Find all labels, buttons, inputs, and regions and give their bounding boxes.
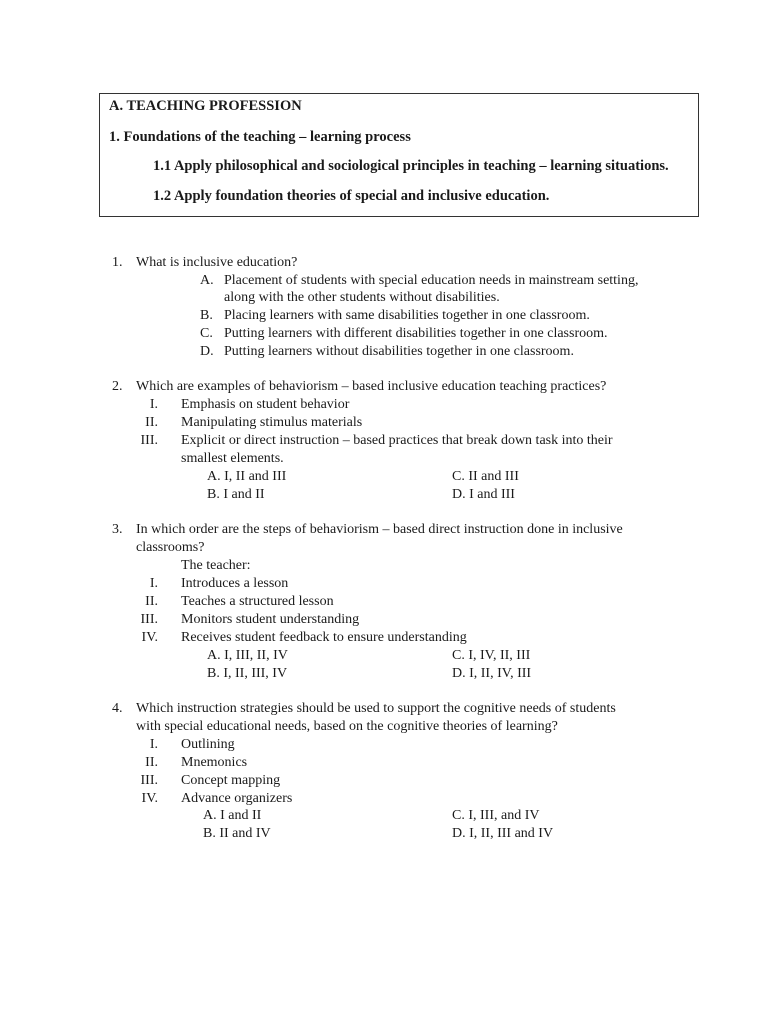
item-text: Explicit or direct instruction – based practices that break down task into their [181, 433, 613, 448]
roman-numeral: I. [149, 397, 158, 412]
answer-a: A. I, II and III [207, 469, 287, 484]
answer-d: D. I and III [452, 487, 515, 502]
item-text: Monitors student understanding [181, 612, 360, 627]
option-text: Placement of students with special education needs in mainstream setting, [224, 273, 639, 288]
question-stem: with special educational needs, based on the cognitive theories of learning? [136, 719, 558, 734]
answer-c: C. I, III, and IV [452, 808, 540, 823]
roman-numeral: I. [149, 576, 158, 591]
objectives-box [99, 93, 699, 217]
item-text: Receives student feedback to ensure understanding [181, 630, 467, 645]
question-number: 4. [112, 701, 123, 716]
roman-numeral: II. [145, 594, 158, 609]
roman-numeral: III. [140, 433, 158, 448]
question-stem: What is inclusive education? [136, 255, 298, 270]
answer-b: B. I, II, III, IV [207, 666, 288, 681]
subtopic-2: 1.2 Apply foundation theories of special and inclusive education. [153, 188, 550, 204]
option-letter: C. [200, 326, 213, 341]
item-text: smallest elements. [181, 451, 284, 466]
option-text: Putting learners without disabilities together in one classroom. [224, 344, 574, 359]
answer-a: A. I and II [203, 808, 262, 823]
item-text: Teaches a structured lesson [181, 594, 334, 609]
question-stem: Which are examples of behaviorism – based inclusive education teaching practices? [136, 379, 607, 394]
roman-numeral: III. [140, 612, 158, 627]
item-text: Introduces a lesson [181, 576, 289, 591]
answer-c: C. I, IV, II, III [452, 648, 531, 663]
topic-title: 1. Foundations of the teaching – learning process [109, 129, 411, 145]
item-text: Outlining [181, 737, 235, 752]
question-stem: Which instruction strategies should be used to support the cognitive needs of students [136, 701, 616, 716]
answer-b: B. II and IV [203, 826, 271, 841]
question-number: 3. [112, 522, 123, 537]
item-text: Mnemonics [181, 755, 248, 770]
answer-c: C. II and III [452, 469, 519, 484]
roman-numeral: III. [140, 773, 158, 788]
item-text: Concept mapping [181, 773, 281, 788]
option-letter: B. [200, 308, 213, 323]
option-letter: A. [200, 273, 214, 288]
answer-a: A. I, III, II, IV [207, 648, 288, 663]
roman-numeral: IV. [141, 630, 158, 645]
answer-b: B. I and II [207, 487, 265, 502]
answer-d: D. I, II, IV, III [452, 666, 532, 681]
roman-numeral: I. [149, 737, 158, 752]
stem-intro: The teacher: [181, 558, 251, 573]
roman-numeral: II. [145, 755, 158, 770]
roman-numeral: II. [145, 415, 158, 430]
option-text: Putting learners with different disabilities together in one classroom. [224, 326, 608, 341]
answer-d: D. I, II, III and IV [452, 826, 554, 841]
item-text: Advance organizers [181, 791, 293, 806]
question-number: 2. [112, 379, 123, 394]
question-stem: In which order are the steps of behaviorism – based direct instruction done in inclusive [136, 522, 623, 537]
roman-numeral: IV. [141, 791, 158, 806]
subtopic-1: 1.1 Apply philosophical and sociological principles in teaching – learning situations. [153, 158, 669, 174]
item-text: Manipulating stimulus materials [181, 415, 363, 430]
option-text: along with the other students without disabilities. [224, 290, 500, 305]
option-letter: D. [200, 344, 214, 359]
option-text: Placing learners with same disabilities together in one classroom. [224, 308, 590, 323]
question-number: 1. [112, 255, 123, 270]
section-title: A. TEACHING PROFESSION [109, 98, 302, 114]
question-stem: classrooms? [136, 540, 205, 555]
item-text: Emphasis on student behavior [181, 397, 350, 412]
